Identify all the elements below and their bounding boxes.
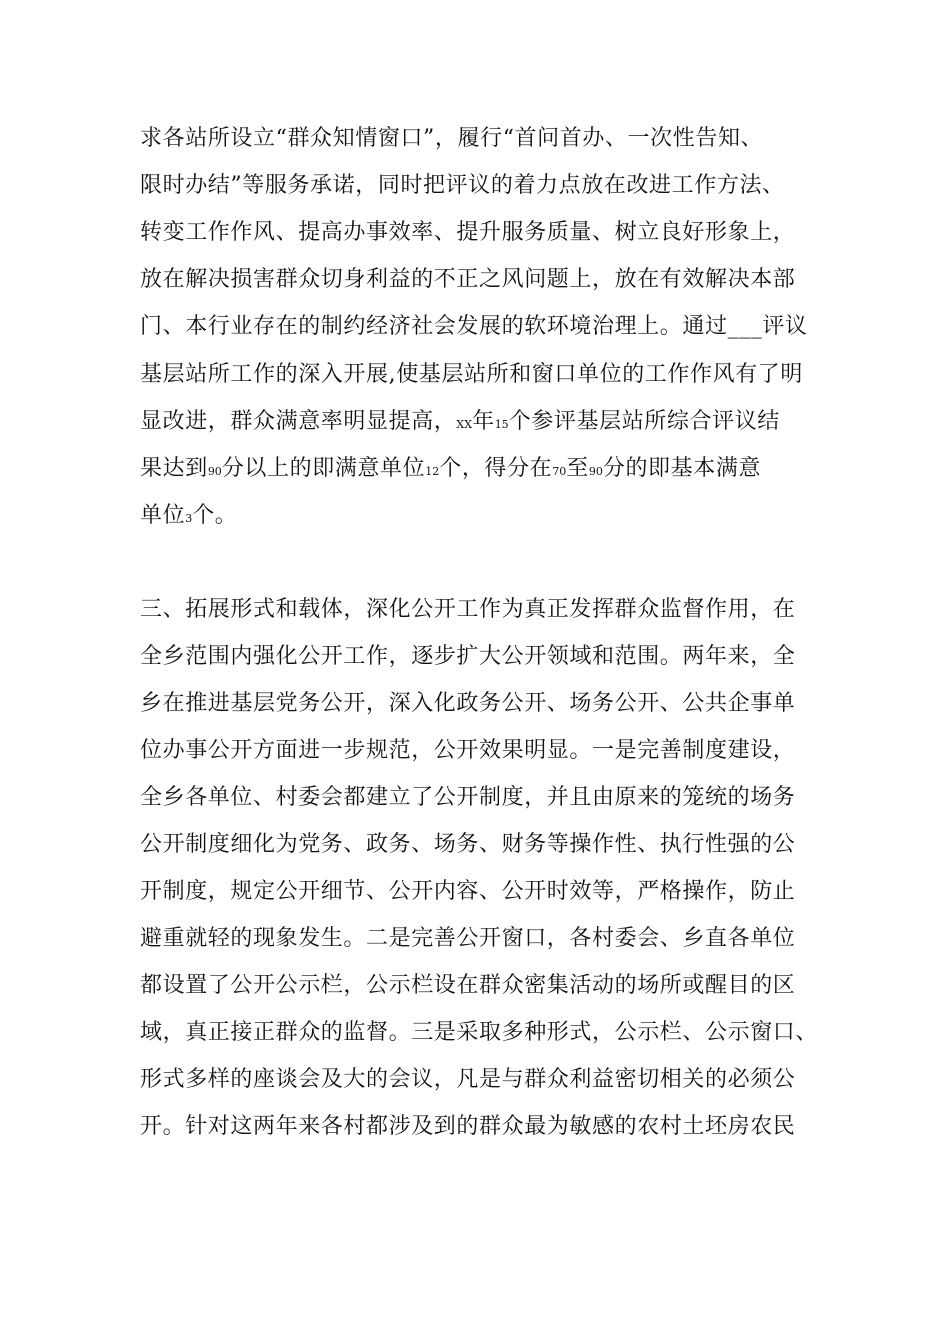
paragraph-2-line-7: 开制度，规定公开细节、公开内容、公开时效等，严格操作，防止 [140,879,796,904]
paragraph-1-line-6: 基层站所工作的深入开展,使基层站所和窗口单位的工作作风有了明 [140,362,803,387]
line-7-text-a: 显改进，群众满意率明显提高， [140,409,457,434]
paragraph-2-line-2: 全乡范围内强化公开工作，逐步扩大公开领域和范围。两年来，全 [140,644,796,669]
paragraph-2-line-1: 三、拓展形式和载体，深化公开工作为真正发挥群众监督作用，在 [140,597,796,622]
line-9-text-a: 单位 [140,503,186,528]
paragraph-2-line-8: 避重就轻的现象发生。二是完善公开窗口，各村委会、乡直各单位 [140,926,796,951]
paragraph-1-line-1: 求各站所设立“群众知情窗口”，履行“首问首办、一次性告知、 [140,126,764,151]
paragraph-1-line-2: 限时办结”等服务承诺，同时把评议的着力点放在改进工作方法、 [140,173,785,198]
paragraph-2-line-10: 域，真正接正群众的监督。三是采取多种形式，公示栏、公示窗口、 [140,1020,819,1045]
line-9-text-b: 个。 [192,503,238,528]
line-8-score-90b: 90 [588,465,603,478]
paragraph-2-line-6: 公开制度细化为党务、政务、场务、财务等操作性、执行性强的公 [140,832,796,857]
paragraph-2-line-9: 都设置了公开公示栏，公示栏设在群众密集活动的场所或醒目的区 [140,973,796,998]
paragraph-2-line-4: 位办事公开方面进一步规范，公开效果明显。一是完善制度建设， [140,738,796,763]
line-8-text-d: 至 [566,456,589,481]
line-8-score-90: 90 [207,465,222,478]
paragraph-2-line-11: 形式多样的座谈会及大的会议，凡是与群众利益密切相关的必须公 [140,1067,796,1092]
paragraph-1-line-5: 门、本行业存在的制约经济社会发展的软环境治理上。通过___评议 [140,314,808,339]
paragraph-1-line-3: 转变工作作风、提高办事效率、提升服务质量、树立良好形象上， [140,220,796,245]
paragraph-1-line-7 [140,407,780,440]
line-7-text-c: 个参评基层站所综合评议结 [508,409,780,434]
line-8-text-c: 个，得分在 [439,456,553,481]
paragraph-2-line-12: 开。针对这两年来各村都涉及到的群众最为敏感的农村土坯房农民 [140,1114,796,1139]
line-7-count: 15 [494,418,509,431]
line-7-text-b: 年 [472,409,495,434]
line-9-count-3: 3 [185,512,193,525]
line-8-text-e: 分的即基本满意 [602,456,762,481]
paragraph-1-line-8 [140,454,761,487]
line-8-score-70: 70 [552,465,567,478]
line-8-text-b: 分以上的即满意单位 [221,456,426,481]
paragraph-1-line-9 [140,501,237,534]
paragraph-2-line-3: 乡在推进基层党务公开，深入化政务公开、场务公开、公共企事单 [140,691,796,716]
paragraph-1-line-4: 放在解决损害群众切身利益的不正之风问题上，放在有效解决本部 [140,267,796,292]
paragraph-2-line-5: 全乡各单位、村委会都建立了公开制度，并且由原来的笼统的场务 [140,785,796,810]
line-8-count-12: 12 [425,465,440,478]
line-8-text-a: 果达到 [140,456,208,481]
line-7-year: XX [456,418,473,431]
